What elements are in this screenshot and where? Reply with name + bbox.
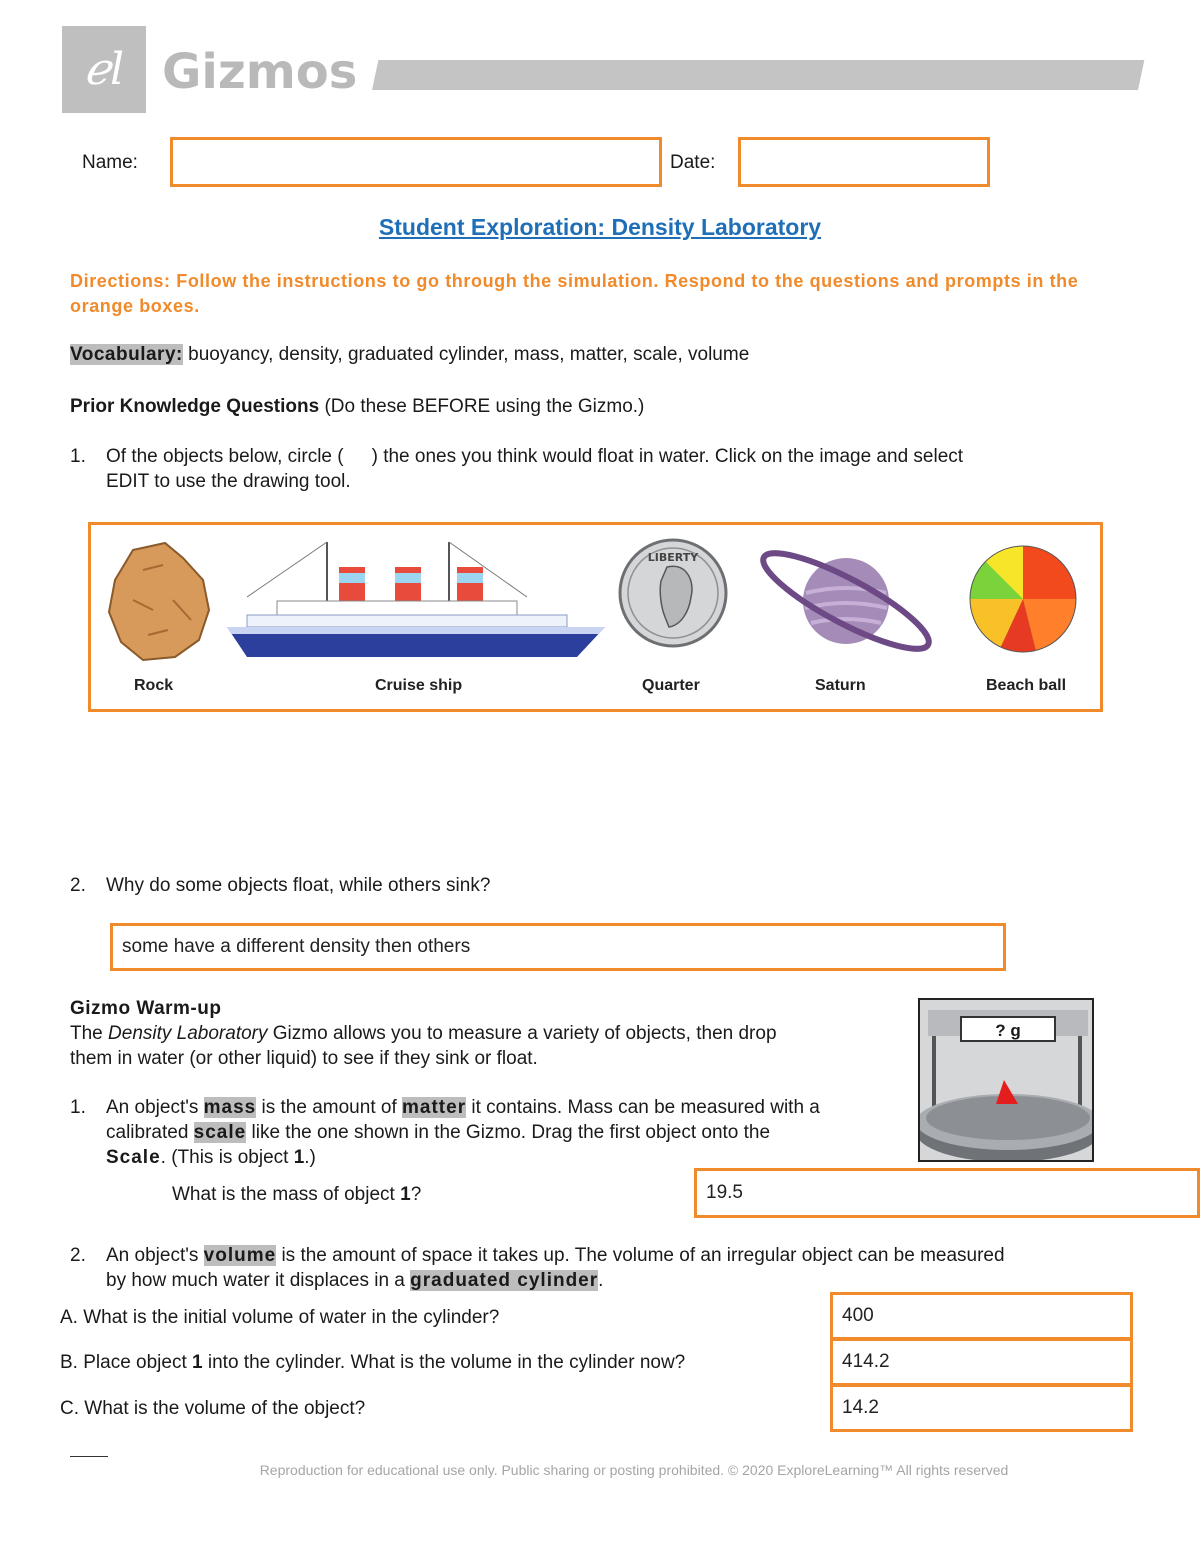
label-saturn: Saturn [815,677,866,694]
saturn-image [751,533,941,668]
vocabulary-label: Vocabulary: [70,344,183,365]
name-label: Name: [82,152,138,173]
logo-text: Gizmos [162,44,358,100]
prior-q2-answer[interactable]: some have a different density then others [110,923,1006,971]
footer-rule [70,1456,108,1457]
logo-badge [62,26,146,113]
date-label: Date: [670,152,716,173]
scale-readout: ? g [960,1016,1056,1042]
rock-image [103,540,213,665]
mass-answer[interactable]: 19.5 [694,1168,1200,1218]
label-rock: Rock [134,677,174,694]
warmup-heading: Gizmo Warm-up [70,998,222,1019]
prior-q2-text: Why do some objects float, while others sink? [106,875,491,896]
date-field[interactable] [738,137,990,187]
logo-mark: ℯl [83,44,125,95]
header-bar [372,60,1144,90]
question-c: C. What is the volume of the object? [60,1398,366,1419]
cruise-ship-image [227,537,607,657]
label-beach-ball: Beach ball [986,677,1067,694]
question-a: A. What is the initial volume of water in the cylinder? [60,1307,500,1328]
answer-c[interactable]: 14.2 [830,1384,1133,1432]
quarter-image [617,537,729,649]
answer-b[interactable]: 414.2 [830,1338,1133,1386]
vocabulary-terms: buoyancy, density, graduated cylinder, mass, matter, scale, volume [188,344,750,365]
warmup-intro: The Density Laboratory Gizmo allows you to measure a variety of objects, then drop them in water (or other liquid) to see if they sink or float. [70,1023,777,1069]
vocabulary [70,342,749,367]
warmup-q1-ask: What is the mass of object 1? [172,1184,422,1205]
quarter-text: LIBERTY [647,551,699,564]
warmup-q1-text: An object's mass is the amount of matter it contains. Mass can be measured with a calibrated scale like the one shown in the Gizmo. Drag the first object onto the Scale. (This is object 1.) [106,1097,820,1168]
prior-q2-num: 2. [70,875,86,896]
answer-a[interactable]: 400 [830,1292,1133,1340]
prior-q1-text: Of the objects below, circle ( ) the ones you think would float in water. Click on the image and select EDIT to use the drawing tool. [106,446,964,492]
page-title: Student Exploration: Density Laboratory [378,214,822,240]
question-b: B. Place object 1 into the cylinder. What is the volume in the cylinder now? [60,1352,686,1373]
warmup-q1-num: 1. [70,1097,86,1118]
scale-image [918,998,1094,1162]
warmup-q2-num: 2. [70,1245,86,1266]
label-cruise-ship: Cruise ship [375,677,463,694]
warmup-q2-text: An object's volume is the amount of space it takes up. The volume of an irregular object can be measured by how much water it displaces in a graduated cylinder. [106,1245,1005,1291]
name-field[interactable] [170,137,662,187]
label-quarter: Quarter [642,677,700,694]
prior-heading: Prior Knowledge Questions (Do these BEFORE using the Gizmo.) [70,396,645,417]
objects-image-box[interactable] [88,522,1103,712]
prior-q1-num: 1. [70,446,86,467]
directions: Directions: Follow the instructions to go through the simulation. Respond to the questions and prompts in the orange boxes. [70,271,1079,316]
beach-ball-image [967,543,1079,655]
footer-text: Reproduction for educational use only. Public sharing or posting prohibited. © 2020 ExploreLearning™ All rights reserved [259,1462,1009,1478]
